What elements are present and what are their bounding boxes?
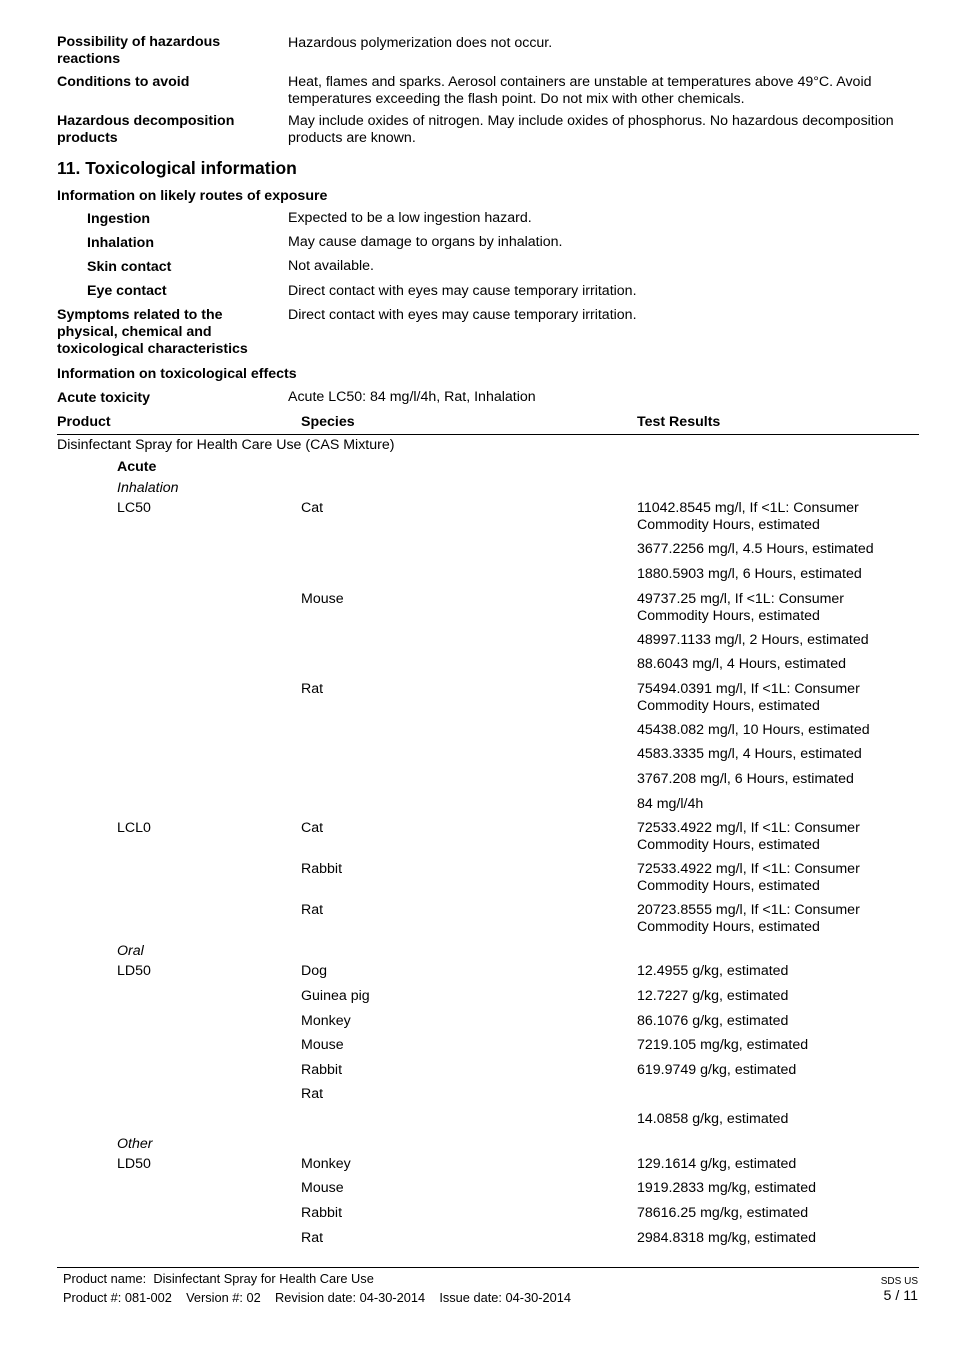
route-label-skin: Skin contact <box>87 259 172 275</box>
footer-rule <box>57 1267 919 1268</box>
reactions-value: Hazardous polymerization does not occur. <box>288 35 553 51</box>
routes-heading: Information on likely routes of exposure <box>57 188 328 204</box>
species-cell: Rabbit <box>301 1062 343 1078</box>
species-cell: Rabbit <box>301 1205 343 1221</box>
result-cell: 88.6043 mg/l, 4 Hours, estimated <box>637 656 846 672</box>
result-cell: 72533.4922 mg/l, If <1L: Consumer Commodity Hours, estimated <box>637 861 860 894</box>
species-cell: Cat <box>301 820 324 836</box>
result-cell: 12.7227 g/kg, estimated <box>637 988 789 1004</box>
header-species: Species <box>301 414 355 430</box>
result-cell: 72533.4922 mg/l, If <1L: Consumer Commodity Hours, estimated <box>637 820 860 853</box>
result-cell: 48997.1133 mg/l, 2 Hours, estimated <box>637 632 869 648</box>
result-cell: 20723.8555 mg/l, If <1L: Consumer Commodity Hours, estimated <box>637 902 860 935</box>
route-oral: Oral <box>117 943 144 959</box>
species-cell: Mouse <box>301 1037 344 1053</box>
reactions-label: Possibility of hazardous reactions <box>57 34 221 67</box>
species-cell: Dog <box>301 963 328 979</box>
footer-product-name: Product name: Disinfectant Spray for Health Care Use <box>63 1271 374 1286</box>
route-label-inhalation: Inhalation <box>87 235 154 251</box>
header-rule <box>57 434 919 435</box>
effects-heading: Information on toxicological effects <box>57 366 297 382</box>
route-value-eye: Direct contact with eyes may cause temporary irritation. <box>288 283 637 299</box>
result-cell: 129.1614 g/kg, estimated <box>637 1156 797 1172</box>
header-results: Test Results <box>637 414 721 430</box>
species-cell: Rat <box>301 902 324 918</box>
result-cell: 2984.8318 mg/kg, estimated <box>637 1230 817 1246</box>
result-cell: 49737.25 mg/l, If <1L: Consumer Commodity Hours, estimated <box>637 591 845 624</box>
test-type: LD50 <box>117 963 151 979</box>
result-cell: 12.4955 g/kg, estimated <box>637 963 789 979</box>
footer-page-number: 5 / 11 <box>883 1288 918 1304</box>
acute-toxicity-value: Acute LC50: 84 mg/l/4h, Rat, Inhalation <box>288 389 536 405</box>
acute-toxicity-label: Acute toxicity <box>57 390 151 406</box>
route-value-inhalation: May cause damage to organs by inhalation. <box>288 234 563 250</box>
route-label-eye: Eye contact <box>87 283 167 299</box>
acute-label: Acute <box>117 459 157 475</box>
species-cell: Mouse <box>301 1180 344 1196</box>
section-title: 11. Toxicological information <box>57 158 297 178</box>
species-cell: Guinea pig <box>301 988 370 1004</box>
product-name: Disinfectant Spray for Health Care Use (CAS Mixture) <box>57 437 395 453</box>
test-type: LD50 <box>117 1156 151 1172</box>
footer-doc-code: SDS US <box>880 1276 918 1287</box>
decomposition-value: May include oxides of nitrogen. May include oxides of phosphorus. No hazardous decomposition products are known. <box>288 113 894 146</box>
result-cell: 3677.2256 mg/l, 4.5 Hours, estimated <box>637 541 874 557</box>
symptoms-value: Direct contact with eyes may cause temporary irritation. <box>288 307 637 323</box>
species-cell: Monkey <box>301 1013 351 1029</box>
result-cell: 86.1076 g/kg, estimated <box>637 1013 789 1029</box>
test-type: LC50 <box>117 500 151 516</box>
route-label-ingestion: Ingestion <box>87 211 151 227</box>
symptoms-label: Symptoms related to the physical, chemical and toxicological characteristics <box>57 307 248 357</box>
result-cell: 78616.25 mg/kg, estimated <box>637 1205 809 1221</box>
result-cell: 14.0858 g/kg, estimated <box>637 1111 789 1127</box>
result-cell: 619.9749 g/kg, estimated <box>637 1062 797 1078</box>
result-cell: 11042.8545 mg/l, If <1L: Consumer Commodity Hours, estimated <box>637 500 859 533</box>
species-cell: Rat <box>301 1086 324 1102</box>
route-value-skin: Not available. <box>288 258 374 274</box>
footer-meta: Product #: 081-002 Version #: 02 Revision date: 04-30-2014 Issue date: 04-30-2014 <box>63 1290 571 1305</box>
species-cell: Cat <box>301 500 324 516</box>
conditions-label: Conditions to avoid <box>57 74 190 90</box>
species-cell: Rat <box>301 681 324 697</box>
result-cell: 45438.082 mg/l, 10 Hours, estimated <box>637 722 870 738</box>
result-cell: 75494.0391 mg/l, If <1L: Consumer Commodity Hours, estimated <box>637 681 860 714</box>
result-cell: 3767.208 mg/l, 6 Hours, estimated <box>637 771 854 787</box>
species-cell: Monkey <box>301 1156 351 1172</box>
result-cell: 7219.105 mg/kg, estimated <box>637 1037 809 1053</box>
header-product: Product <box>57 414 111 430</box>
route-other: Other <box>117 1136 153 1152</box>
result-cell: 1919.2833 mg/kg, estimated <box>637 1180 817 1196</box>
result-cell: 4583.3335 mg/l, 4 Hours, estimated <box>637 746 862 762</box>
decomposition-label: Hazardous decomposition products <box>57 113 235 146</box>
test-type: LCL0 <box>117 820 151 836</box>
route-value-ingestion: Expected to be a low ingestion hazard. <box>288 210 532 226</box>
conditions-value: Heat, flames and sparks. Aerosol containers are unstable at temperatures above 49°C. Avoid temperatures exceeding the flash point. Do not mix with other chemicals. <box>288 74 872 107</box>
species-cell: Rat <box>301 1230 324 1246</box>
result-cell: 84 mg/l/4h <box>637 796 704 812</box>
result-cell: 1880.5903 mg/l, 6 Hours, estimated <box>637 566 862 582</box>
species-cell: Mouse <box>301 591 344 607</box>
route-inhalation: Inhalation <box>117 480 179 496</box>
species-cell: Rabbit <box>301 861 343 877</box>
